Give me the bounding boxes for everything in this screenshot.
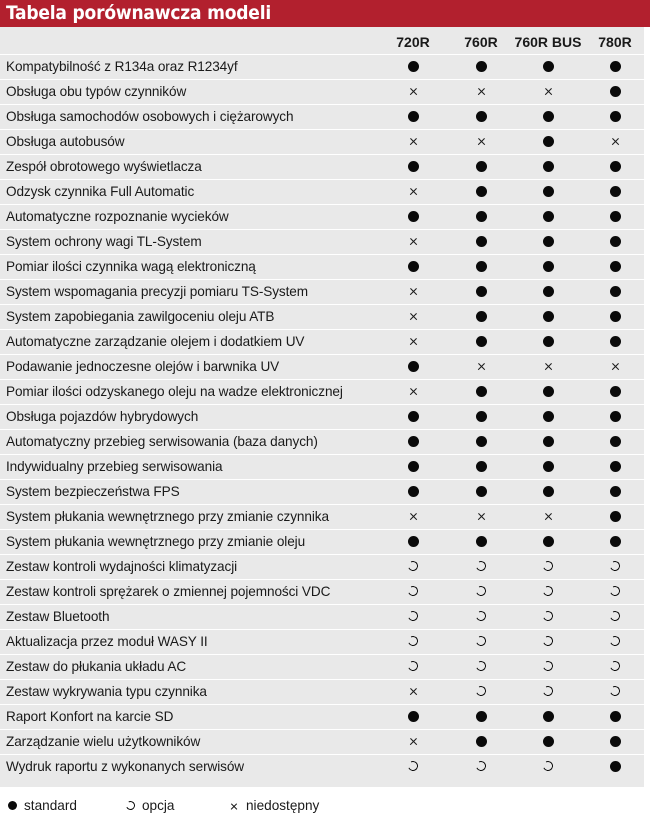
feature-label: System zapobiegania zawilgoceniu oleju ATB [6,309,275,324]
filled-circle-icon [6,797,22,815]
open-circle-icon [466,630,496,654]
filled-circle-icon [398,405,428,429]
filled-circle-icon [533,180,563,204]
filled-circle-icon [398,530,428,554]
filled-circle-icon [533,255,563,279]
table-row [0,504,644,529]
filled-circle-icon [533,205,563,229]
legend: standard opcja niedostępny [0,787,650,817]
feature-label: Zestaw kontroli wydajności klimatyzacji [6,559,238,574]
filled-circle-icon [398,480,428,504]
open-circle-icon [600,580,630,604]
filled-circle-icon [600,380,630,404]
cross-icon [398,180,428,204]
open-circle-icon [533,605,563,629]
filled-circle-icon [398,205,428,229]
table-row [0,729,644,754]
cross-icon [398,305,428,329]
table-row [0,154,644,179]
feature-label: Pomiar ilości odzyskanego oleju na wadze elektronicznej [6,384,343,399]
table-row [0,579,644,604]
open-circle-icon [466,680,496,704]
filled-circle-icon [466,480,496,504]
table-row [0,304,644,329]
column-header-760r: 760R [464,34,498,50]
feature-label: Zestaw Bluetooth [6,609,110,624]
table-row [0,204,644,229]
open-circle-icon [398,655,428,679]
table-row [0,529,644,554]
filled-circle-icon [398,455,428,479]
feature-label: Aktualizacja przez moduł WASY II [6,634,208,649]
open-circle-icon [533,580,563,604]
feature-label: Obsługa samochodów osobowych i ciężarowych [6,109,294,124]
filled-circle-icon [600,255,630,279]
filled-circle-icon [398,105,428,129]
filled-circle-icon [533,280,563,304]
cross-icon [398,680,428,704]
filled-circle-icon [533,55,563,79]
feature-label: Podawanie jednoczesne olejów i barwnika UV [6,359,280,374]
table-row [0,129,644,154]
feature-label: Zestaw do płukania układu AC [6,659,187,674]
open-circle-icon [600,605,630,629]
feature-label: Kompatybilność z R134a oraz R1234yf [6,59,238,74]
feature-label: Automatyczne rozpoznanie wycieków [6,209,229,224]
open-circle-icon [533,630,563,654]
filled-circle-icon [533,530,563,554]
open-circle-icon [466,655,496,679]
table-row [0,604,644,629]
feature-label: System ochrony wagi TL-System [6,234,202,249]
feature-label: Obsługa autobusów [6,134,125,149]
filled-circle-icon [533,730,563,754]
cross-icon [466,355,496,379]
table-header [0,27,644,54]
open-circle-icon [466,580,496,604]
table-row [0,704,644,729]
filled-circle-icon [466,730,496,754]
table-row [0,454,644,479]
filled-circle-icon [600,280,630,304]
open-circle-icon [398,580,428,604]
table-row [0,629,644,654]
cross-icon [533,355,563,379]
filled-circle-icon [533,330,563,354]
open-circle-icon [398,605,428,629]
filled-circle-icon [466,705,496,729]
cross-icon [600,130,630,154]
filled-circle-icon [466,455,496,479]
cross-icon [466,505,496,529]
filled-circle-icon [600,530,630,554]
comparison-table [0,27,644,787]
filled-circle-icon [466,180,496,204]
table-row [0,279,644,304]
filled-circle-icon [600,330,630,354]
cross-icon [533,80,563,104]
open-circle-icon [600,655,630,679]
filled-circle-icon [466,380,496,404]
filled-circle-icon [398,705,428,729]
filled-circle-icon [466,255,496,279]
page-title: Tabela porównawcza modeli [0,0,650,27]
table-row [0,379,644,404]
open-circle-icon [398,630,428,654]
table-row [0,754,644,779]
cross-icon [533,505,563,529]
open-circle-icon [533,755,563,779]
open-circle-icon [533,555,563,579]
filled-circle-icon [466,305,496,329]
cross-icon [398,230,428,254]
cross-icon [600,355,630,379]
filled-circle-icon [466,155,496,179]
feature-label: System wspomagania precyzji pomiaru TS-System [6,284,308,299]
filled-circle-icon [466,105,496,129]
filled-circle-icon [466,55,496,79]
table-row [0,554,644,579]
filled-circle-icon [466,205,496,229]
feature-label: Zestaw kontroli sprężarek o zmiennej pojemności VDC [6,584,331,599]
filled-circle-icon [600,80,630,104]
filled-circle-icon [533,705,563,729]
cross-icon [466,80,496,104]
cross-icon [398,130,428,154]
table-row [0,679,644,704]
table-row [0,654,644,679]
feature-label: System płukania wewnętrznego przy zmianie oleju [6,534,306,549]
feature-label: Odzysk czynnika Full Automatic [6,184,195,199]
filled-circle-icon [398,255,428,279]
filled-circle-icon [398,55,428,79]
cross-icon [398,505,428,529]
filled-circle-icon [600,305,630,329]
feature-label: Zarządzanie wielu użytkowników [6,734,201,749]
column-header-760r-bus: 760R BUS [514,34,582,50]
open-circle-icon [466,605,496,629]
filled-circle-icon [533,130,563,154]
table-row [0,479,644,504]
filled-circle-icon [533,455,563,479]
feature-label: Automatyczne zarządzanie olejem i dodatkiem UV [6,334,305,349]
filled-circle-icon [600,430,630,454]
feature-label: Obsługa pojazdów hybrydowych [6,409,199,424]
filled-circle-icon [600,405,630,429]
filled-circle-icon [466,230,496,254]
filled-circle-icon [533,230,563,254]
filled-circle-icon [398,430,428,454]
filled-circle-icon [533,480,563,504]
table-row [0,79,644,104]
filled-circle-icon [533,405,563,429]
feature-label: Wydruk raportu z wykonanych serwisów [6,759,245,774]
filled-circle-icon [600,455,630,479]
filled-circle-icon [533,305,563,329]
feature-label: System bezpieczeństwa FPS [6,484,180,499]
filled-circle-icon [600,505,630,529]
filled-circle-icon [466,530,496,554]
filled-circle-icon [600,230,630,254]
feature-label: Pomiar ilości czynnika wagą elektroniczną [6,259,256,274]
table-row [0,254,644,279]
cross-icon [398,380,428,404]
filled-circle-icon [398,355,428,379]
column-header-780r: 780R [598,34,632,50]
open-circle-icon [533,680,563,704]
feature-label: Automatyczny przebieg serwisowania (baza danych) [6,434,318,449]
cross-icon [398,730,428,754]
table-row [0,229,644,254]
filled-circle-icon [600,730,630,754]
filled-circle-icon [600,205,630,229]
filled-circle-icon [533,105,563,129]
table-row [0,404,644,429]
filled-circle-icon [466,280,496,304]
cross-icon [466,130,496,154]
cross-icon [398,280,428,304]
filled-circle-icon [600,105,630,129]
table-row [0,354,644,379]
filled-circle-icon [600,180,630,204]
open-circle-icon [600,630,630,654]
column-header-720r: 720R [396,34,430,50]
open-circle-icon [124,797,140,815]
filled-circle-icon [466,430,496,454]
filled-circle-icon [466,405,496,429]
filled-circle-icon [600,55,630,79]
filled-circle-icon [600,705,630,729]
table-row [0,429,644,454]
cross-icon [398,330,428,354]
feature-label: Zestaw wykrywania typu czynnika [6,684,207,699]
filled-circle-icon [466,330,496,354]
open-circle-icon [466,555,496,579]
filled-circle-icon [533,430,563,454]
table-row [0,179,644,204]
filled-circle-icon [533,155,563,179]
filled-circle-icon [600,155,630,179]
open-circle-icon [398,555,428,579]
open-circle-icon [398,755,428,779]
table-row [0,104,644,129]
feature-label: System płukania wewnętrznego przy zmianie czynnika [6,509,329,524]
feature-label: Obsługa obu typów czynników [6,84,187,99]
cross-icon [398,80,428,104]
cross-icon [228,797,244,815]
open-circle-icon [466,755,496,779]
open-circle-icon [533,655,563,679]
open-circle-icon [600,555,630,579]
filled-circle-icon [600,755,630,779]
table-body [0,54,644,779]
filled-circle-icon [398,155,428,179]
feature-label: Zespół obrotowego wyświetlacza [6,159,202,174]
feature-label: Indywidualny przebieg serwisowania [6,459,223,474]
table-row [0,329,644,354]
table-row [0,54,644,79]
filled-circle-icon [600,480,630,504]
open-circle-icon [600,680,630,704]
feature-label: Raport Konfort na karcie SD [6,709,174,724]
filled-circle-icon [533,380,563,404]
